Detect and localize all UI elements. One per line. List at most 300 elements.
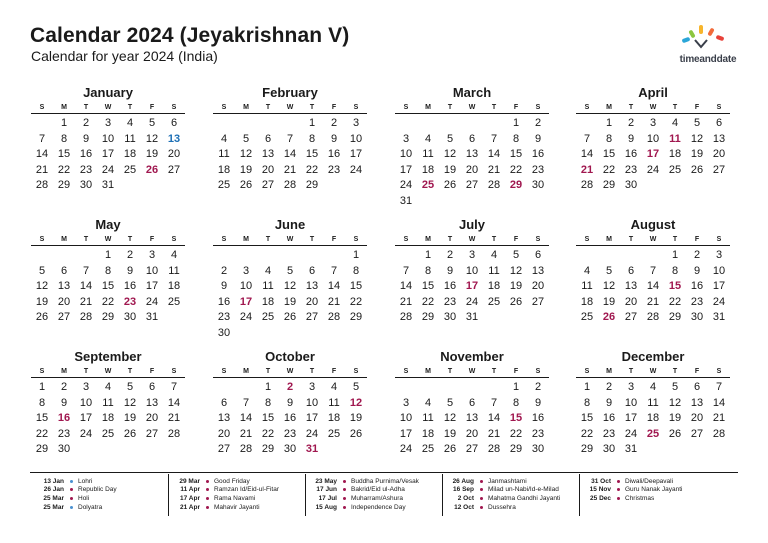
day-cell: 5 <box>242 132 250 145</box>
day-cell: 13 <box>465 148 479 160</box>
day-cell: 26 <box>283 311 297 323</box>
month-november <box>395 349 549 458</box>
weekday-header <box>576 366 730 378</box>
day-cell: 1 <box>583 381 591 393</box>
bullet-icon <box>617 488 620 491</box>
day-cell: 3 <box>649 117 657 129</box>
weekday-label: F <box>513 104 519 111</box>
day-cell: 21 <box>79 295 93 308</box>
day-cell: 24 <box>349 163 363 176</box>
weekday-header <box>576 234 730 246</box>
holiday-date: 26 Aug <box>452 477 474 485</box>
holiday-date: 15 Aug <box>315 503 337 511</box>
weekday-label: T <box>265 104 271 111</box>
weekday-label: M <box>606 236 612 243</box>
bullet-icon <box>480 506 483 509</box>
day-cell: 11 <box>328 396 340 409</box>
day-cell: 21 <box>580 163 594 176</box>
day-cell: 25 <box>668 163 682 176</box>
day-cell: 16 <box>443 280 457 292</box>
day-cell: 26 <box>123 427 137 440</box>
day-grid <box>213 248 367 341</box>
day-cell: 14 <box>79 280 93 292</box>
weekday-label: T <box>491 236 497 243</box>
day-grid <box>576 116 730 194</box>
bullet-icon <box>343 480 346 483</box>
month-december <box>576 349 730 458</box>
day-cell: 1 <box>264 381 272 393</box>
day-cell: 15 <box>421 280 435 292</box>
day-cell: 13 <box>465 412 479 424</box>
weekday-label: S <box>403 368 409 375</box>
day-cell: 16 <box>327 148 341 160</box>
day-cell: 23 <box>531 427 545 440</box>
day-cell: 12 <box>690 132 704 145</box>
day-cell: 23 <box>624 163 638 176</box>
weekday-label: W <box>286 104 294 111</box>
day-cell: 13 <box>145 396 159 409</box>
day-cell: 6 <box>627 264 635 277</box>
day-cell: 23 <box>690 295 704 308</box>
day-cell: 7 <box>490 132 498 145</box>
bullet-icon <box>343 506 346 509</box>
holiday-date: 17 Jul <box>318 494 337 502</box>
day-cell: 30 <box>624 179 638 191</box>
bullet-icon <box>343 497 346 500</box>
holiday-date: 21 Apr <box>180 503 200 511</box>
holiday-item <box>583 477 682 486</box>
day-cell: 29 <box>349 311 363 323</box>
weekday-label: T <box>672 368 678 375</box>
day-cell: 24 <box>646 163 660 176</box>
month-name: August <box>630 217 676 232</box>
day-cell: 29 <box>35 443 49 455</box>
weekday-label: S <box>716 368 722 375</box>
month-july <box>395 217 549 326</box>
day-cell: 30 <box>217 326 231 339</box>
holiday-date: 16 Sep <box>453 486 474 494</box>
day-cell: 10 <box>399 412 413 424</box>
day-cell: 20 <box>712 148 726 160</box>
holiday-item <box>36 477 117 486</box>
day-cell: 18 <box>123 148 137 160</box>
weekday-label: M <box>243 368 249 375</box>
day-cell: 8 <box>605 132 613 145</box>
weekday-label: T <box>447 104 453 111</box>
holiday-column <box>583 477 682 503</box>
weekday-label: S <box>39 368 45 375</box>
day-cell: 3 <box>468 249 476 261</box>
day-cell: 25 <box>217 179 231 191</box>
bullet-icon <box>206 488 209 491</box>
holiday-item <box>446 503 560 512</box>
day-cell: 16 <box>690 280 704 292</box>
holiday-item <box>36 486 117 495</box>
day-cell: 12 <box>349 396 363 409</box>
holiday-item <box>36 503 117 512</box>
weekday-header <box>395 366 549 378</box>
day-cell: 7 <box>82 264 90 277</box>
day-cell: 5 <box>446 396 454 409</box>
weekday-header <box>31 366 185 378</box>
day-cell: 24 <box>624 427 638 440</box>
day-cell: 22 <box>305 163 319 176</box>
day-cell: 18 <box>487 280 501 292</box>
day-cell: 31 <box>145 311 159 323</box>
day-cell: 3 <box>82 381 90 393</box>
day-cell: 25 <box>421 179 435 191</box>
weekday-label: S <box>221 368 227 375</box>
weekday-label: M <box>425 236 431 243</box>
day-cell: 16 <box>624 148 638 160</box>
day-cell: 3 <box>715 249 723 261</box>
month-name: September <box>74 349 142 364</box>
day-cell: 25 <box>123 163 137 176</box>
holiday-name: Good Friday <box>214 477 250 485</box>
day-cell: 23 <box>531 163 545 176</box>
holiday-item <box>172 494 279 503</box>
day-cell: 9 <box>446 264 454 277</box>
weekday-label: T <box>447 368 453 375</box>
day-cell: 21 <box>239 427 253 440</box>
holiday-name: Mahavir Jayanti <box>214 503 260 511</box>
weekday-label: S <box>584 368 590 375</box>
bullet-icon <box>617 497 620 500</box>
day-cell: 25 <box>487 295 501 308</box>
weekday-label: F <box>149 104 155 111</box>
day-cell: 8 <box>583 396 591 409</box>
holiday-item <box>309 503 419 512</box>
day-cell: 15 <box>509 148 523 160</box>
day-cell: 22 <box>35 427 49 440</box>
weekday-label: S <box>716 236 722 243</box>
day-cell: 28 <box>712 427 726 440</box>
day-cell: 26 <box>239 179 253 191</box>
day-cell: 7 <box>242 396 250 409</box>
day-cell: 7 <box>490 396 498 409</box>
day-cell: 2 <box>286 381 294 393</box>
holiday-name: Milad un-Nabi/Id-e-Milad <box>488 486 559 494</box>
weekday-label: W <box>468 368 476 375</box>
day-cell: 31 <box>465 311 479 323</box>
day-cell: 29 <box>421 311 435 323</box>
day-cell: 29 <box>602 179 616 191</box>
bullet-icon <box>343 488 346 491</box>
day-cell: 10 <box>79 396 93 409</box>
weekday-label: S <box>403 104 409 111</box>
day-cell: 5 <box>352 381 360 393</box>
day-cell: 11 <box>168 264 180 277</box>
day-cell: 10 <box>399 148 413 160</box>
holiday-item <box>309 494 419 503</box>
day-grid <box>213 116 367 194</box>
logo-mark-icon <box>680 24 736 52</box>
day-cell: 21 <box>35 163 49 176</box>
weekday-label: W <box>468 236 476 243</box>
day-cell: 19 <box>443 163 457 176</box>
day-cell: 17 <box>465 280 479 292</box>
weekday-label: F <box>513 368 519 375</box>
day-cell: 9 <box>330 132 338 145</box>
holiday-column <box>446 477 560 511</box>
day-cell: 1 <box>60 117 68 129</box>
day-cell: 3 <box>308 381 316 393</box>
day-cell: 4 <box>330 381 338 393</box>
day-cell: 11 <box>102 396 114 409</box>
day-cell: 29 <box>668 311 682 323</box>
day-cell: 1 <box>308 117 316 129</box>
day-cell: 10 <box>239 280 253 292</box>
day-cell: 17 <box>399 163 413 176</box>
month-april <box>576 85 730 194</box>
day-cell: 2 <box>693 249 701 261</box>
weekday-label: T <box>491 104 497 111</box>
day-cell: 17 <box>145 280 159 292</box>
weekday-label: M <box>61 236 67 243</box>
weekday-label: T <box>309 236 315 243</box>
legend-column-divider <box>305 474 306 516</box>
weekday-label: W <box>649 236 657 243</box>
weekday-label: S <box>353 236 359 243</box>
day-cell: 27 <box>690 427 704 440</box>
day-cell: 9 <box>534 132 542 145</box>
day-cell: 10 <box>145 264 159 277</box>
day-cell: 28 <box>646 311 660 323</box>
holiday-item <box>309 477 419 486</box>
day-cell: 12 <box>602 280 616 292</box>
day-cell: 13 <box>217 412 231 424</box>
holiday-column <box>172 477 279 511</box>
day-cell: 21 <box>283 163 297 176</box>
day-cell: 8 <box>671 264 679 277</box>
weekday-label: T <box>672 104 678 111</box>
day-cell: 27 <box>145 427 159 440</box>
holiday-name: Diwali/Deepavali <box>625 477 674 485</box>
day-cell: 18 <box>327 412 341 424</box>
day-cell: 20 <box>261 163 275 176</box>
bullet-icon <box>480 480 483 483</box>
day-cell: 3 <box>402 396 410 409</box>
day-cell: 4 <box>424 396 432 409</box>
day-cell: 24 <box>305 427 319 440</box>
page-subtitle: Calendar for year 2024 (India) <box>31 48 218 64</box>
day-cell: 21 <box>327 295 341 308</box>
day-cell: 10 <box>465 264 479 277</box>
day-cell: 3 <box>242 264 250 277</box>
day-cell: 5 <box>693 117 701 129</box>
weekday-label: T <box>83 368 89 375</box>
day-cell: 1 <box>352 249 360 261</box>
day-cell: 16 <box>79 148 93 160</box>
day-cell: 28 <box>35 179 49 191</box>
day-cell: 16 <box>602 412 616 424</box>
weekday-label: T <box>628 236 634 243</box>
holiday-name: Holi <box>78 494 90 502</box>
day-cell: 22 <box>421 295 435 308</box>
day-cell: 29 <box>57 179 71 191</box>
day-cell: 22 <box>668 295 682 308</box>
day-cell: 13 <box>167 132 181 145</box>
day-cell: 20 <box>465 427 479 440</box>
month-name: January <box>83 85 133 100</box>
holiday-item <box>309 486 419 495</box>
bullet-icon <box>206 480 209 483</box>
day-cell: 4 <box>220 132 228 145</box>
day-cell: 30 <box>690 311 704 323</box>
day-cell: 20 <box>465 163 479 176</box>
day-cell: 2 <box>605 381 613 393</box>
day-cell: 18 <box>646 412 660 424</box>
day-cell: 8 <box>38 396 46 409</box>
day-cell: 19 <box>509 280 523 292</box>
holiday-date: 15 Nov <box>589 486 611 494</box>
day-cell: 12 <box>35 280 49 292</box>
day-cell: 9 <box>126 264 134 277</box>
day-cell: 12 <box>123 396 137 409</box>
weekday-label: S <box>39 104 45 111</box>
weekday-label: S <box>535 236 541 243</box>
holiday-item <box>446 477 560 486</box>
day-cell: 31 <box>624 443 638 455</box>
day-cell: 3 <box>402 132 410 145</box>
day-cell: 14 <box>399 280 413 292</box>
holiday-item <box>172 486 279 495</box>
month-october <box>213 349 367 458</box>
day-cell: 22 <box>602 163 616 176</box>
day-cell: 6 <box>693 381 701 393</box>
day-cell: 16 <box>283 412 297 424</box>
legend-column-divider <box>579 474 580 516</box>
weekday-label: W <box>649 104 657 111</box>
day-cell: 18 <box>421 163 435 176</box>
day-cell: 12 <box>509 264 523 277</box>
day-cell: 23 <box>327 163 341 176</box>
day-cell: 17 <box>305 412 319 424</box>
day-cell: 28 <box>79 311 93 323</box>
day-cell: 4 <box>490 249 498 261</box>
day-cell: 12 <box>239 148 253 160</box>
weekday-label: S <box>584 104 590 111</box>
holiday-name: Guru Nanak Jayanti <box>625 486 683 494</box>
day-cell: 6 <box>148 381 156 393</box>
day-cell: 11 <box>647 396 659 409</box>
weekday-label: T <box>127 104 133 111</box>
bullet-icon <box>70 506 73 509</box>
day-cell: 29 <box>305 179 319 191</box>
day-cell: 20 <box>531 280 545 292</box>
weekday-label: W <box>104 104 112 111</box>
day-cell: 30 <box>57 443 71 455</box>
day-cell: 18 <box>167 280 181 292</box>
holiday-column <box>309 477 419 511</box>
day-cell: 19 <box>239 163 253 176</box>
month-march <box>395 85 549 209</box>
day-cell: 28 <box>487 179 501 191</box>
day-cell: 17 <box>646 148 660 160</box>
weekday-label: M <box>606 368 612 375</box>
day-cell: 30 <box>531 179 545 191</box>
day-cell: 27 <box>465 179 479 191</box>
day-cell: 27 <box>261 179 275 191</box>
holiday-date: 12 Oct <box>454 503 474 511</box>
day-cell: 2 <box>82 117 90 129</box>
day-grid <box>576 248 730 326</box>
weekday-header <box>31 234 185 246</box>
day-cell: 23 <box>217 311 231 323</box>
day-cell: 4 <box>583 264 591 277</box>
weekday-header <box>213 366 367 378</box>
weekday-label: S <box>716 104 722 111</box>
day-cell: 26 <box>35 311 49 323</box>
weekday-label: S <box>403 236 409 243</box>
bullet-icon <box>70 497 73 500</box>
day-cell: 1 <box>104 249 112 261</box>
day-cell: 31 <box>399 194 413 207</box>
day-cell: 30 <box>283 443 297 455</box>
day-cell: 11 <box>124 132 136 145</box>
day-cell: 9 <box>60 396 68 409</box>
weekday-header <box>576 102 730 114</box>
day-cell: 24 <box>145 295 159 308</box>
weekday-label: S <box>353 104 359 111</box>
day-cell: 10 <box>712 264 726 277</box>
day-cell: 12 <box>443 412 457 424</box>
day-cell: 4 <box>126 117 134 129</box>
day-cell: 18 <box>421 427 435 440</box>
day-cell: 19 <box>443 427 457 440</box>
month-june <box>213 217 367 341</box>
day-cell: 22 <box>349 295 363 308</box>
day-cell: 27 <box>167 163 181 176</box>
weekday-label: M <box>425 368 431 375</box>
day-cell: 28 <box>239 443 253 455</box>
weekday-label: W <box>104 236 112 243</box>
day-grid <box>576 380 730 458</box>
day-cell: 30 <box>123 311 137 323</box>
holiday-date: 25 Mar <box>43 503 64 511</box>
day-cell: 4 <box>170 249 178 261</box>
weekday-label: F <box>513 236 519 243</box>
day-cell: 30 <box>531 443 545 455</box>
day-cell: 2 <box>534 117 542 129</box>
day-cell: 9 <box>627 132 635 145</box>
holiday-item <box>583 494 682 503</box>
day-cell: 29 <box>261 443 275 455</box>
day-cell: 21 <box>487 163 501 176</box>
weekday-label: S <box>171 368 177 375</box>
day-cell: 26 <box>690 163 704 176</box>
day-cell: 26 <box>602 311 616 323</box>
weekday-label: F <box>694 368 700 375</box>
day-cell: 22 <box>509 427 523 440</box>
holiday-date: 2 Oct <box>457 494 474 502</box>
day-cell: 16 <box>531 412 545 424</box>
weekday-header <box>31 102 185 114</box>
day-cell: 6 <box>264 132 272 145</box>
day-cell: 3 <box>104 117 112 129</box>
day-cell: 8 <box>352 264 360 277</box>
day-cell: 24 <box>79 427 93 440</box>
day-cell: 25 <box>421 443 435 455</box>
day-grid <box>31 248 185 326</box>
weekday-header <box>395 234 549 246</box>
timeanddate-logo[interactable] <box>668 24 748 66</box>
bullet-icon <box>617 480 620 483</box>
day-cell: 11 <box>488 264 500 277</box>
weekday-label: M <box>606 104 612 111</box>
day-cell: 25 <box>327 427 341 440</box>
legend-column-divider <box>442 474 443 516</box>
